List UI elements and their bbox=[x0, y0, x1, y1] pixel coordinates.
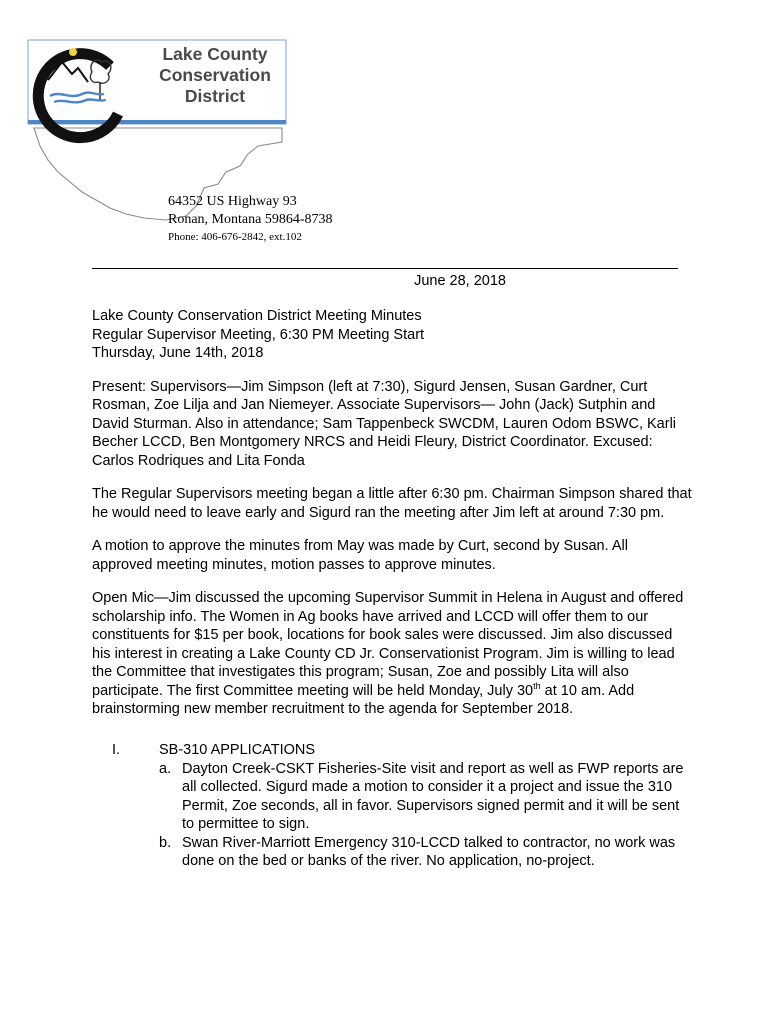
section-numeral: I. bbox=[112, 741, 121, 758]
meeting-type: Regular Supervisor Meeting, 6:30 PM Meeting Start bbox=[92, 326, 425, 343]
list-item-text: Dayton Creek-CSKT Fisheries-Site visit and report as well as FWP reports are all collected. Sigurd made a motion to consider it a project and issue the 310 Permit, Zoe seconds, all in favor. Supervisors signed permit and it will be sent to permittee to sign. bbox=[182, 760, 684, 832]
meeting-date: Thursday, June 14th, 2018 bbox=[92, 345, 264, 361]
ordinal-suffix: th bbox=[533, 680, 541, 691]
address-city: Ronan, Montana 59864-8738 bbox=[168, 212, 333, 227]
address-phone: Phone: 406-676-2842, ext.102 bbox=[168, 231, 302, 243]
section-title: SB-310 APPLICATIONS bbox=[159, 741, 316, 758]
attendance-paragraph: Present: Supervisors—Jim Simpson (left at 7:30), Sigurd Jensen, Susan Gardner, Curt Rosman, Zoe Lilja and Jan Niemeyer. Associate Supervisors— John (Jack) Sutphin and David Sturman. Also in attendance; Sam Tappenbeck SWCDM, Lauren Odom BSWC, Karli Becher LCCD, Ben Montgomery NRCS and Heidi Fleury, District Coordinator. Excused: Carlos Rodriques and Lita Fonda bbox=[92, 378, 677, 469]
open-mic-text: Open Mic—Jim discussed the upcoming Supervisor Summit in Helena in August and offered scholarship info. The Women in Ag books have arrived and LCCD will offer them to our constituents for $15 per book, locations for book sales were discussed. Jim also discussed his interest in creating a Lake County CD Jr. Conservationist Program. Jim is willing to lead the Committee that investigates this program; Susan, Zoe and possibly Lita will also participate. The first Committee meeting will be held Monday, July 30 bbox=[92, 590, 684, 699]
minutes-title: Lake County Conservation District Meeting Minutes bbox=[92, 308, 422, 324]
section-heading bbox=[92, 741, 692, 760]
logo-line-3: District bbox=[184, 86, 246, 106]
logo-line-1: Lake County bbox=[162, 44, 268, 64]
logo-line-2: Conservation bbox=[159, 65, 271, 85]
minutes-body bbox=[92, 307, 692, 871]
list-item-letter: a. bbox=[159, 760, 172, 777]
address-block bbox=[168, 193, 332, 245]
open-mic-paragraph bbox=[92, 589, 692, 719]
logo-blue-band bbox=[28, 120, 286, 124]
list-item-letter: b. bbox=[159, 834, 172, 851]
address-street: 64352 US Highway 93 bbox=[168, 194, 297, 209]
opening-paragraph: The Regular Supervisors meeting began a little after 6:30 pm. Chairman Simpson shared that he would need to leave early and Sigurd ran the meeting after Jim left at around 7:30 pm. bbox=[92, 486, 692, 521]
list-item-text: Swan River-Marriott Emergency 310-LCCD talked to contractor, no work was done on the bed or banks of the river. No application, no-project. bbox=[182, 834, 676, 869]
list-item bbox=[92, 760, 692, 834]
logo-text bbox=[150, 44, 280, 107]
open-mic-text-end: at 10 am. Add brainstorming new member recruitment to the agenda for September 2018. bbox=[92, 682, 635, 717]
minutes-motion-paragraph: A motion to approve the minutes from May was made by Curt, second by Susan. All approved meeting minutes, motion passes to approve minutes. bbox=[92, 538, 628, 573]
document-date: June 28, 2018 bbox=[414, 273, 506, 289]
list-item bbox=[92, 834, 692, 871]
header-divider bbox=[92, 268, 678, 269]
sun-icon bbox=[69, 48, 77, 56]
